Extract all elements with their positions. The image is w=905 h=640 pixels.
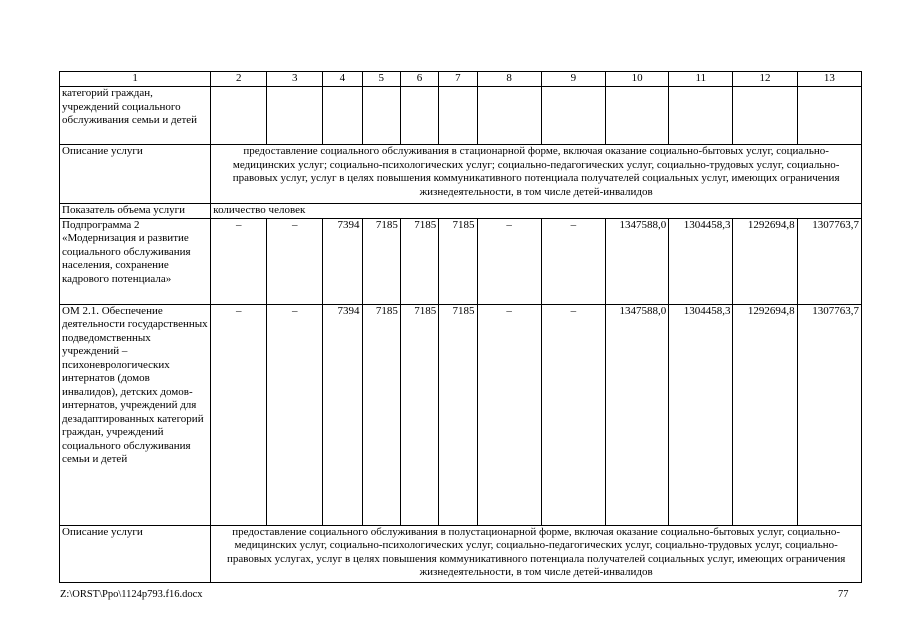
empty-cell — [439, 87, 477, 145]
col-header-10: 10 — [606, 72, 669, 87]
value-cell: 7185 — [400, 218, 438, 304]
value-cell: 1292694,8 — [733, 218, 797, 304]
value-cell: 7185 — [439, 218, 477, 304]
service-description-row-1 — [60, 145, 862, 204]
empty-cell — [267, 87, 323, 145]
empty-cell — [797, 87, 861, 145]
service-description-label: Описание услуги — [60, 145, 211, 204]
empty-cell — [211, 87, 267, 145]
value-cell: 7185 — [362, 304, 400, 525]
value-cell: 7394 — [323, 218, 362, 304]
subprogram-name: Подпрограмма 2 «Модернизация и развитие социального обслуживания населения, сохранение кадрового потенциала» — [60, 218, 211, 304]
value-cell: – — [267, 304, 323, 525]
value-cell: 1347588,0 — [606, 304, 669, 525]
service-description-text: предоставление социального обслуживания в стационарной форме, включая оказание социально-бытовых услуг, социально-медицинских услуг; социально-психологических услуг; социально-педагогических услуг, социально-трудовых услуг, социально-правовых услуг, услуг в целях повышения коммуникативного потенциала получателей социальных услуг, имеющих ограничения жизнедеятельности, в том числе детей-инвалидов — [211, 145, 862, 204]
empty-cell — [669, 87, 733, 145]
empty-cell — [541, 87, 605, 145]
empty-cell — [400, 87, 438, 145]
page-number: 77 — [838, 589, 849, 600]
service-description-row-2 — [60, 525, 862, 582]
empty-cell — [362, 87, 400, 145]
volume-indicator-value: количество человек — [211, 204, 862, 219]
value-cell: – — [477, 304, 541, 525]
value-cell: 7185 — [439, 304, 477, 525]
service-description-label: Описание услуги — [60, 525, 211, 582]
value-cell: 7394 — [323, 304, 362, 525]
value-cell: 1304458,3 — [669, 218, 733, 304]
value-cell: 1307763,7 — [797, 218, 861, 304]
value-cell: – — [211, 218, 267, 304]
volume-indicator-label: Показатель объема услуги — [60, 204, 211, 219]
col-header-3: 3 — [267, 72, 323, 87]
value-cell: 7185 — [400, 304, 438, 525]
value-cell: – — [477, 218, 541, 304]
col-header-2: 2 — [211, 72, 267, 87]
empty-cell — [606, 87, 669, 145]
value-cell: – — [541, 218, 605, 304]
subprogram-row — [60, 218, 862, 304]
footer-file-path: Z:\ORST\Ppo\1124p793.f16.docx — [60, 589, 203, 600]
om-2-1-name: ОМ 2.1. Обеспечение деятельности государственных подведомственных учреждений – психоневрологических интернатов (домов инвалидов), детских домов-интернатов, учреждений для дезадаптированных категорий граждан, учреждений социального обслуживания семьи и детей — [60, 304, 211, 525]
col-header-11: 11 — [669, 72, 733, 87]
col-header-6: 6 — [400, 72, 438, 87]
value-cell: 1347588,0 — [606, 218, 669, 304]
row-name-cell: категорий граждан, учреждений социального обслуживания семьи и детей — [60, 87, 211, 145]
header-row — [60, 72, 862, 87]
value-cell: – — [211, 304, 267, 525]
col-header-13: 13 — [797, 72, 861, 87]
value-cell: – — [267, 218, 323, 304]
continued-row — [60, 87, 862, 145]
col-header-8: 8 — [477, 72, 541, 87]
col-header-4: 4 — [323, 72, 362, 87]
empty-cell — [323, 87, 362, 145]
value-cell: – — [541, 304, 605, 525]
value-cell: 1304458,3 — [669, 304, 733, 525]
value-cell: 1292694,8 — [733, 304, 797, 525]
om-2-1-row — [60, 304, 862, 525]
col-header-1: 1 — [60, 72, 211, 87]
empty-cell — [477, 87, 541, 145]
col-header-7: 7 — [439, 72, 477, 87]
col-header-9: 9 — [541, 72, 605, 87]
empty-cell — [733, 87, 797, 145]
volume-indicator-row — [60, 204, 862, 219]
value-cell: 1307763,7 — [797, 304, 861, 525]
col-header-12: 12 — [733, 72, 797, 87]
value-cell: 7185 — [362, 218, 400, 304]
col-header-5: 5 — [362, 72, 400, 87]
budget-table — [59, 71, 862, 583]
service-description-text: предоставление социального обслуживания в полустационарной форме, включая оказание социально-бытовых услуг, социально-медицинских услуг, социально-психологических услуг, социально-педагогических услуг, социально-трудовых услуг, социально-правовых услугах, услуг в целях повышения коммуникативного потенциала получателей социальных услуг, имеющих ограничения жизнедеятельности, в том числе детей-инвалидов — [211, 525, 862, 582]
